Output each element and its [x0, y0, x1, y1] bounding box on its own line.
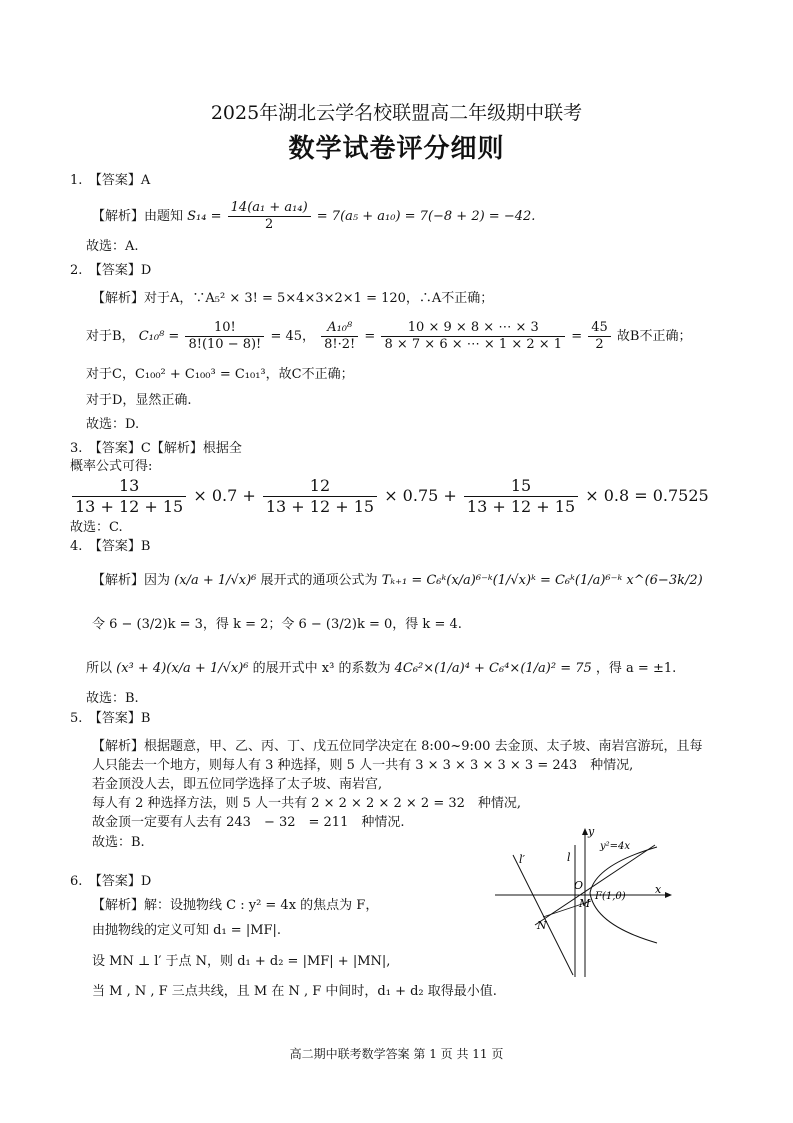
parabola-label: y²=4x	[600, 841, 631, 852]
q2-answer: 2. 【答案】D	[70, 263, 152, 278]
x-axis-arrow	[665, 892, 672, 898]
q2-b-c: C₁₀⁸ =	[138, 329, 180, 344]
q2-line-b	[86, 320, 691, 353]
line-nmf	[535, 845, 655, 925]
q3-frac3-num: 15	[464, 476, 578, 497]
q2-b-pre: 对于B，	[86, 329, 135, 344]
q2-b-perm-num: A₁₀⁸	[321, 320, 358, 337]
q2-b-frac3	[588, 320, 611, 353]
q4-line3	[86, 660, 676, 678]
q1-analysis	[92, 200, 535, 233]
q4-line2: 令 6 − (3/2)k = 3，得 k = 2；令 6 − (3/2)k = 0，得 k = 4.	[92, 617, 462, 632]
q6-line2: 由抛物线的定义可知 d₁ = |MF|.	[92, 923, 282, 938]
q2-line-d: 对于D，显然正确.	[86, 393, 192, 408]
q3-mult2: × 0.75 +	[384, 486, 457, 505]
q2-b-end: 故B不正确；	[616, 329, 692, 344]
q5-line3: 若金顶没人去，即五位同学选择了太子坡、南岩宫,	[92, 777, 383, 792]
m-label: M	[579, 897, 591, 910]
q4-line1	[92, 572, 703, 590]
x-label: x	[655, 883, 662, 896]
q5-line2: 人只能去一个地方，则每人有 3 种选择，则 5 人一共有 3 × 3 × 3 × 3 × 3 = 243 种情况,	[92, 758, 634, 773]
parabola-figure	[495, 825, 675, 985]
q5-line1: 【解析】根据题意，甲、乙、丙、丁、戊五位同学决定在 8:00~9:00 去金顶、太子坡、南岩宫游玩，且每	[92, 739, 703, 754]
q3-choice: 故选：C.	[70, 520, 123, 535]
q3-frac2	[263, 476, 377, 517]
q3-frac1-den: 13 + 12 + 15	[75, 497, 184, 516]
l-prime-label: l′	[519, 853, 526, 866]
q3-frac3-den: 13 + 12 + 15	[466, 497, 576, 516]
origin-label: O	[574, 879, 584, 892]
q2-line-a: 【解析】对于A，∵A₅² × 3! = 5×4×3×2×1 = 120，∴A不正确；	[92, 291, 494, 306]
q2-b-frac3-den: 2	[595, 337, 604, 352]
exam-title: 2025年湖北云学名校联盟高二年级期中联考	[210, 102, 583, 124]
q1-formula-rhs: = 7(a₅ + a₁₀) = 7(−8 + 2) = −42.	[316, 209, 536, 224]
q3-mult3: × 0.8 = 0.7525	[585, 486, 709, 505]
q2-b-frac1	[185, 320, 264, 353]
q4-choice: 故选：B.	[86, 691, 139, 706]
q2-b-frac1-num: 10!	[185, 320, 264, 337]
q6-answer: 6. 【答案】D	[70, 874, 152, 889]
q2-line-c: 对于C，C₁₀₀² + C₁₀₀³ = C₁₀₁³，故C不正确；	[86, 367, 354, 382]
q5-line5: 故金顶一定要有人去有 243 − 32 = 211 种情况.	[92, 815, 405, 830]
q4-answer: 4. 【答案】B	[70, 539, 151, 554]
q3-frac1	[72, 476, 186, 517]
q1-fraction	[228, 200, 311, 233]
q2-b-perm	[321, 320, 358, 353]
q2-b-frac2-num: 10 × 9 × 8 × ⋯ × 3	[381, 320, 565, 337]
q4-l1-mid: 展开式的通项公式为	[260, 573, 378, 588]
q2-choice: 故选：D.	[86, 417, 140, 432]
q6-line4: 当 M , N , F 三点共线，且 M 在 N , F 中间时，d₁ + d₂ 取得最小值.	[92, 984, 497, 999]
l-label: l	[567, 851, 571, 864]
y-label: y	[588, 825, 595, 838]
q2-b-frac2-den: 8 × 7 × 6 × ⋯ × 1 × 2 × 1	[384, 337, 563, 352]
q5-choice: 故选：B.	[92, 835, 145, 850]
q2-b-frac3-num: 45	[588, 320, 611, 337]
n-label: N	[537, 919, 547, 932]
q1-answer: 1. 【答案】A	[70, 173, 151, 188]
exam-subtitle: 数学试卷评分细则	[288, 134, 505, 164]
q5-answer: 5. 【答案】B	[70, 711, 151, 726]
q4-l1-expr: (x/a + 1/√x)⁶	[174, 573, 257, 588]
page-footer: 高二期中联考数学答案 第 1 页 共 11 页	[289, 1047, 504, 1061]
q5-line4: 每人有 2 种选择方法，则 5 人一共有 2 × 2 × 2 × 2 × 2 = 32 种情况,	[92, 796, 522, 811]
q4-l3-expr: (x³ + 4)(x/a + 1/√x)⁶	[116, 661, 249, 676]
line-l-prime	[513, 855, 573, 975]
q4-l3-pre: 所以	[86, 661, 113, 676]
q6-line3: 设 MN ⊥ l′ 于点 N，则 d₁ + d₂ = |MF| + |MN|,	[92, 954, 391, 969]
q1-formula-lhs: S₁₄ =	[187, 209, 222, 224]
q4-l3-formula: 4C₆²×(1/a)⁴ + C₆⁴×(1/a)² = 75	[394, 661, 592, 676]
q3-frac2-den: 13 + 12 + 15	[265, 497, 375, 516]
q1-frac-num: 14(a₁ + a₁₄)	[228, 200, 311, 217]
q3-formula	[70, 476, 709, 517]
focus-label: F(1,0)	[595, 891, 626, 902]
q3-frac3	[464, 476, 578, 517]
q1-analysis-label: 【解析】由题知	[92, 209, 184, 224]
q2-b-frac1-den: 8!(10 − 8)!	[188, 337, 262, 352]
q1-frac-den: 2	[265, 217, 274, 232]
q3-frac1-num: 13	[72, 476, 186, 497]
q2-b-eq: =	[364, 329, 376, 344]
q1-choice: 故选：A.	[86, 239, 139, 254]
q3-answer: 3. 【答案】C【解析】根据全	[70, 441, 242, 456]
q4-l3-mid: 的展开式中 x³ 的系数为	[252, 661, 391, 676]
q2-b-frac2	[381, 320, 565, 353]
q2-b-perm-den: 8!·2!	[324, 337, 356, 352]
q4-l1-formula: Tₖ₊₁ = C₆ᵏ(x/a)⁶⁻ᵏ(1/√x)ᵏ = C₆ᵏ(1/a)⁶⁻ᵏ x^(6−3k/2)	[381, 573, 703, 588]
q3-frac2-num: 12	[263, 476, 377, 497]
q6-line1: 【解析】解：设抛物线 C : y² = 4x 的焦点为 F，	[92, 898, 379, 913]
q2-b-mid: = 45，	[270, 329, 316, 344]
q2-b-eq2: =	[571, 329, 583, 344]
q4-l3-end: ，得 a = ±1.	[595, 661, 677, 676]
q3-line2: 概率公式可得:	[70, 459, 153, 474]
q4-l1-pre: 【解析】因为	[92, 573, 171, 588]
q3-mult1: × 0.7 +	[193, 486, 256, 505]
